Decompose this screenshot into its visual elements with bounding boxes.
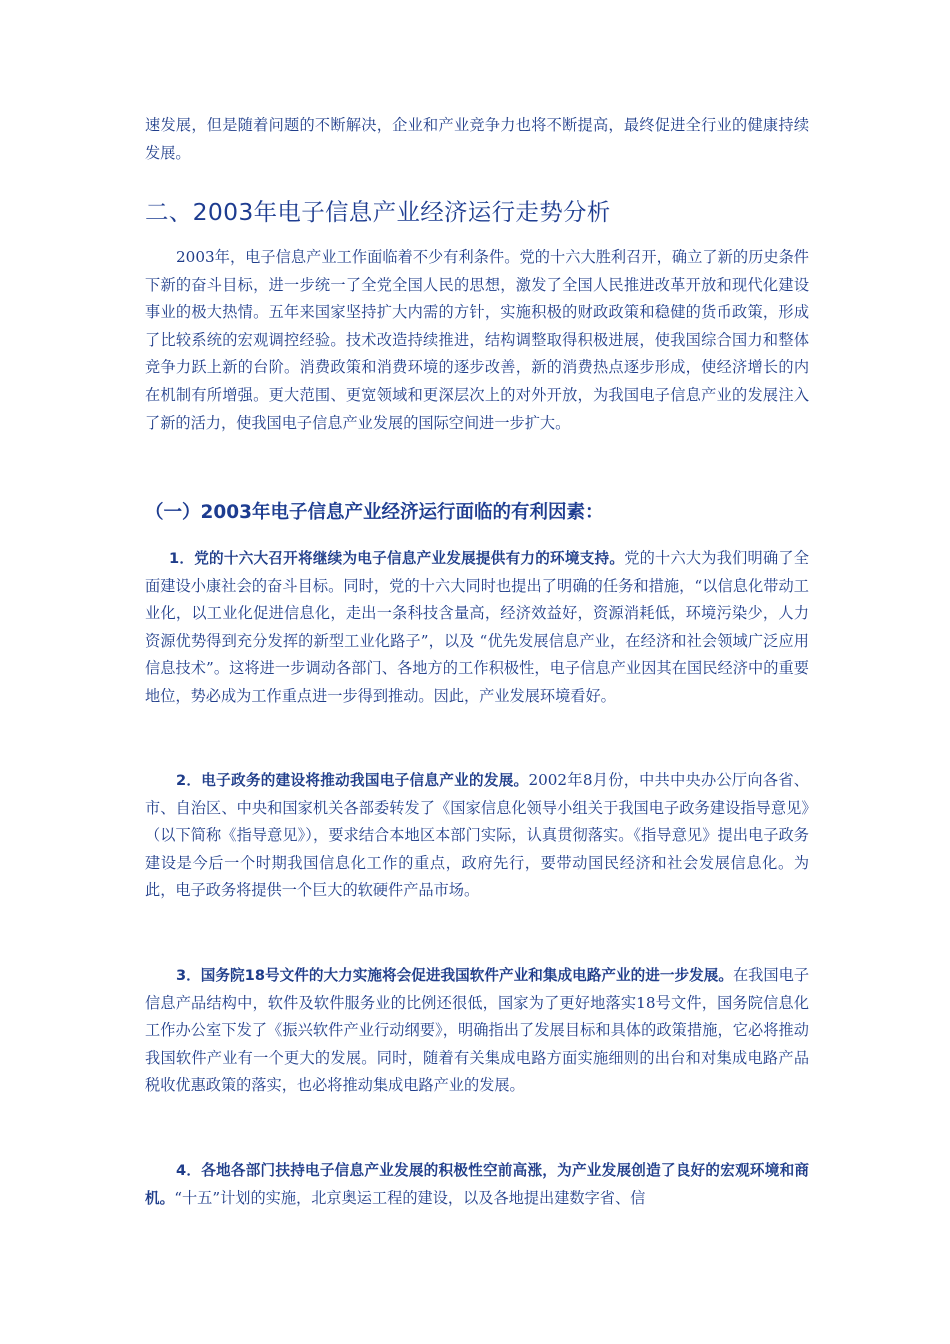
item-lead: 1．党的十六大召开将继续为电子信息产业发展提供有力的环境支持。 [169, 550, 625, 567]
item-body: 2002年8月份，中共中央办公厅向各省、市、自治区、中央和国家机关各部委转发了《国家信息化领导小组关于我国电子政务建设指导意见》（以下简称《指导意见》），要求结合本地区本部门实际，认真贯彻落实。《指导意见》提出电子政务建设是今后一个时期我国信息化工作的重点，政府先行，要带动国民经济和社会发展信息化。为此，电子政务将提供一个巨大的软硬件产品市场。 [145, 771, 809, 900]
section-heading: 二、2003年电子信息产业经济运行走势分析 [145, 198, 611, 226]
list-item [145, 962, 809, 1100]
list-item [145, 545, 809, 711]
item-lead: 2．电子政务的建设将推动我国电子信息产业的发展。 [176, 772, 529, 789]
item-body: 党的十六大为我们明确了全面建设小康社会的奋斗目标。同时，党的十六大同时也提出了明确的任务和措施，“以信息化带动工业化，以工业化促进信息化，走出一条科技含量高，经济效益好，资源消耗低，环境污染少，人力资源优势得到充分发挥的新型工业化路子”，以及 “优先发展信息产业，在经济和社会领域广泛应用信息技术”。这将进一步调动各部门、各地方的工作积极性，电子信息产业因其在国民经济中的重要地位，势必成为工作重点进一步得到推动。因此，产业发展环境看好。 [145, 549, 809, 705]
list-item [145, 1157, 809, 1212]
subsection-heading: （一）2003年电子信息产业经济运行面临的有利因素： [145, 502, 604, 523]
section-paragraph: 2003年，电子信息产业工作面临着不少有利条件。党的十六大胜利召开，确立了新的历史条件下新的奋斗目标，进一步统一了全党全国人民的思想，激发了全国人民推进改革开放和现代化建设事业的极大热情。五年来国家坚持扩大内需的方针，实施积极的财政政策和稳健的货币政策，形成了比较系统的宏观调控经验。技术改造持续推进，结构调整取得积极进展，使我国综合国力和整体竞争力跃上新的台阶。消费政策和消费环境的逐步改善，新的消费热点逐步形成，使经济增长的内在机制有所增强。更大范围、更宽领域和更深层次上的对外开放，为我国电子信息产业的发展注入了新的活力，使我国电子信息产业发展的国际空间进一步扩大。 [145, 248, 809, 432]
item-body: 在我国电子信息产品结构中，软件及软件服务业的比例还很低，国家为了更好地落实18号文件，国务院信息化工作办公室下发了《振兴软件产业行动纲要》，明确指出了发展目标和具体的政策措施，它必将推动我国软件产业有一个更大的发展。同时，随着有关集成电路方面实施细则的出台和对集成电路产品税收优惠政策的落实，也必将推动集成电路产业的发展。 [145, 966, 810, 1095]
item-body: “十五”计划的实施，北京奥运工程的建设，以及各地提出建数字省、信 [174, 1188, 646, 1207]
item-lead: 3．国务院18号文件的大力实施将会促进我国软件产业和集成电路产业的进一步发展。 [176, 967, 733, 984]
item-lead: 4．各地各部门扶持电子信息产业发展的积极性空前高涨，为产业发展创造了良好的宏观环境和商机。 [145, 1162, 809, 1207]
list-item [145, 767, 809, 905]
intro-paragraph: 速发展，但是随着问题的不断解决，企业和产业竞争力也将不断提高，最终促进全行业的健康持续发展。 [145, 116, 809, 162]
